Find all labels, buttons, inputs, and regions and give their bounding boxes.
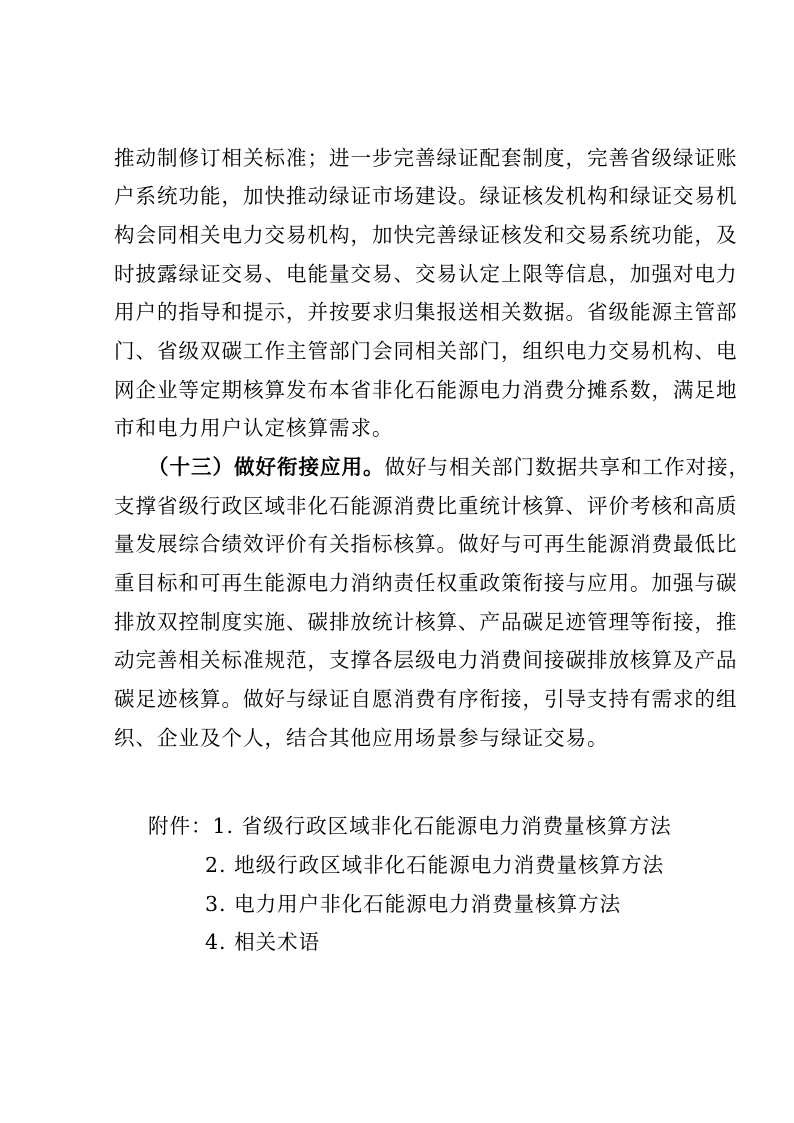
section-13-heading: （十三）做好衔接应用。 [148,455,385,479]
paragraph-line: 动完善相关标准规范，支撑各层级电力消费间接碳排放核算及产品 [114,648,738,672]
paragraph-line: 市和电力用户认定核算需求。 [114,416,394,440]
paragraph-line: 排放双控制度实施、碳排放统计核算、产品碳足迹管理等衔接，推 [114,610,738,634]
attachments-first-line [148,812,794,840]
paragraph-line: 户系统功能，加快推动绿证市场建设。绿证核发机构和绿证交易机 [114,184,738,208]
attachment-item: 1. 省级行政区域非化石能源电力消费量核算方法 [212,814,672,838]
paragraph-line: 支撑省级行政区域非化石能源消费比重统计核算、评价考核和高质 [114,494,738,518]
paragraph-line: 推动制修订相关标准；进一步完善绿证配套制度，完善省级绿证账 [114,146,738,170]
paragraph-line: 时披露绿证交易、电能量交易、交易认定上限等信息，加强对电力 [114,262,738,286]
paragraph-line: 用户的指导和提示，并按要求归集报送相关数据。省级能源主管部 [114,300,738,324]
paragraph-line: 构会同相关电力交易机构，加快完善绿证核发和交易系统功能，及 [114,223,738,247]
attachment-item: 3. 电力用户非化石能源电力消费量核算方法 [205,892,622,916]
attachment-item: 2. 地级行政区域非化石能源电力消费量核算方法 [205,853,665,877]
attachments-label: 附件： [148,814,213,838]
paragraph-line: 织、企业及个人，结合其他应用场景参与绿证交易。 [114,726,609,750]
attachment-item: 4. 相关术语 [205,930,321,954]
paragraph-line: 重目标和可再生能源电力消纳责任权重政策衔接与应用。加强与碳 [114,571,738,595]
paragraph-line: 量发展综合绩效评价有关指标核算。做好与可再生能源消费最低比 [114,532,738,556]
paragraph-line: 碳足迹核算。做好与绿证自愿消费有序衔接，引导支持有需求的组 [114,687,738,711]
paragraph-line: 网企业等定期核算发布本省非化石能源电力消费分摊系数，满足地 [114,378,738,402]
section-13-first-line-text: 做好与相关部门数据共享和工作对接， [384,455,750,479]
section-13-first-line [148,453,794,481]
paragraph-line: 门、省级双碳工作主管部门会同相关部门，组织电力交易机构、电 [114,339,738,363]
